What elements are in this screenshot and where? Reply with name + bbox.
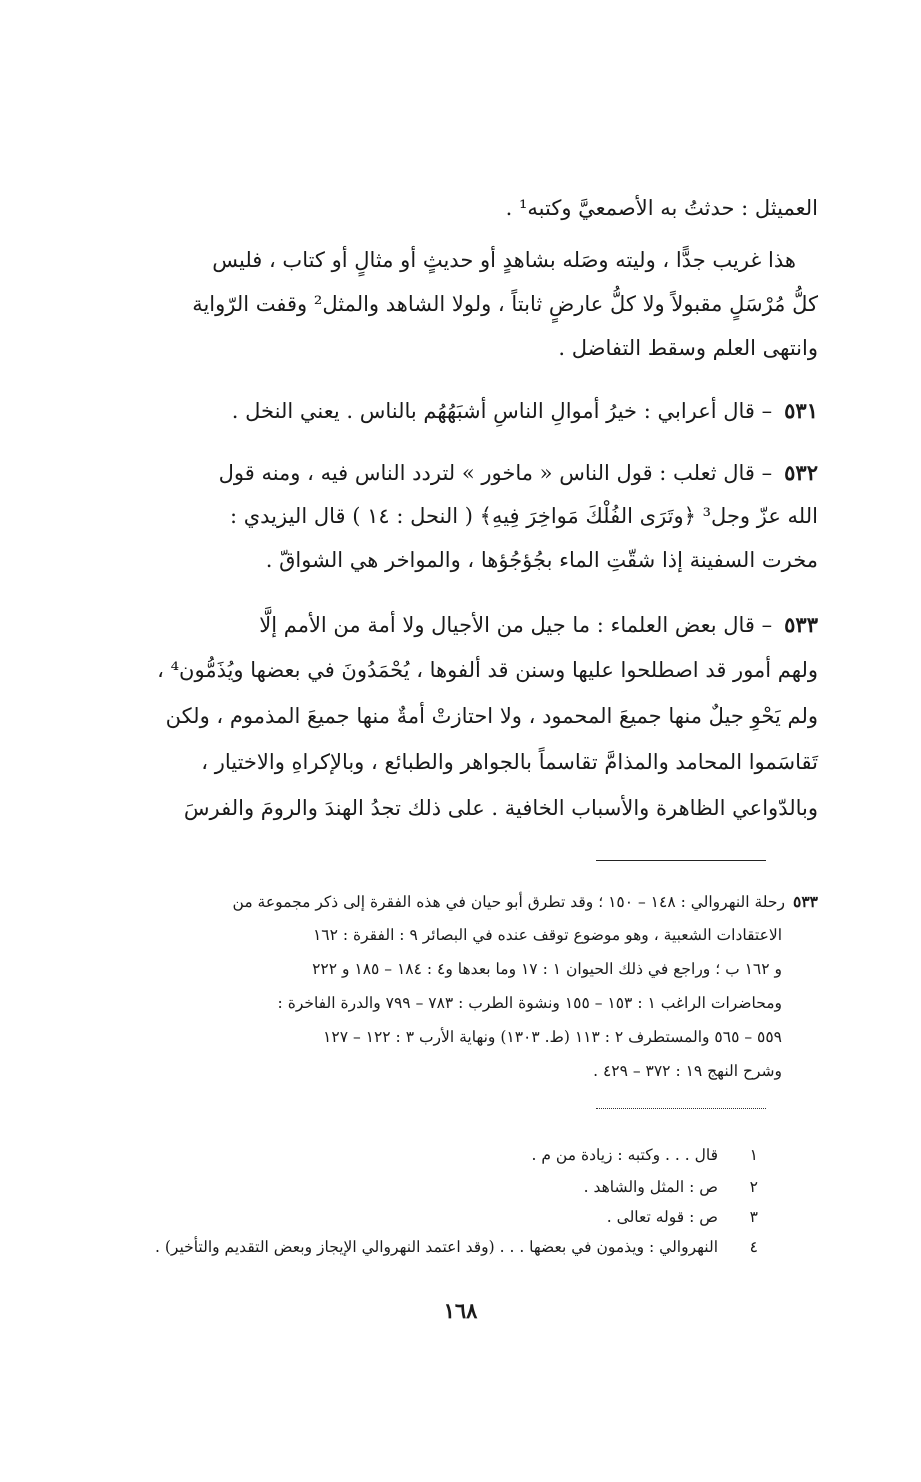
variant-notes-separator [596, 1108, 766, 1109]
footnote-text: ص : قوله تعالى . [606, 1208, 718, 1226]
entry-532-line: الله عزّ وجل³ ﴿وتَرَى الفُلْكَ مَواخِرَ فِيهِ﴾ ( النحل : ١٤ ) قال اليزيدي : [229, 504, 818, 528]
entry-533-line: ولم يَحْوِ جيلٌ منها جميعَ المحمود ، ولا احتازتْ أمةٌ منها جميعَ المذموم ، ولكن [165, 704, 818, 728]
page-number: ١٦٨ [443, 1298, 478, 1323]
footnote-number: ٢ [749, 1178, 758, 1196]
footnote-number: ٤ [749, 1238, 758, 1256]
footnote-separator [596, 860, 766, 861]
entry-number: ٥٣١ [784, 398, 818, 423]
entry-text: – قال أعرابي : خيرُ أموالِ الناسِ أشبَهُهُم بالناس . يعني النخل . [231, 399, 773, 423]
source-note-line [102, 892, 818, 911]
entry-533-line: ولهم أمور قد اصطلحوا عليها وسنن قد ألفوها ، يُحْمَدُونَ في بعضها ويُذَمُّون⁴ ، [157, 658, 818, 682]
source-note-line: ومحاضرات الراغب ١ : ١٥٣ – ١٥٥ ونشوة الطرب : ٧٨٣ – ٧٩٩ والدرة الفاخرة : [277, 994, 782, 1012]
entry-533-line: وبالدّواعي الظاهرة والأسباب الخافية . على ذلك تجدُ الهندَ والرومَ والفرسَ [183, 796, 818, 820]
source-note-line: ٥٥٩ – ٥٦٥ والمستطرف ٢ : ١١٣ (ط. ١٣٠٣) ونهاية الأرب ٣ : ١٢٢ – ١٢٧ [323, 1028, 782, 1046]
paragraph-line: كلُّ مُرْسَلٍ مقبولاً ولا كلُّ عارضٍ ثابتاً ، ولولا الشاهد والمثل² وقفت الرّواية [192, 292, 818, 316]
entry-533 [102, 612, 818, 637]
entry-532-line: مخرت السفينة إذا شقّتِ الماء بجُؤجُؤها ، والمواخر هي الشواقّ . [265, 548, 818, 572]
entry-number: ٥٣٣ [784, 612, 818, 637]
paragraph-text: هذا غريب جدًّا ، وليته وصَله بشاهدٍ أو حديثٍ أو مثالٍ أو كتاب ، فليس [212, 248, 796, 272]
paragraph-line: وانتهى العلم وسقط التفاضل . [558, 336, 818, 360]
footnote-text: النهروالي : ويذمون في بعضها . . . (وقد اعتمد النهروالي الإيجاز وبعض التقديم والتأخير) . [155, 1238, 718, 1256]
footnote-number: ٣ [749, 1208, 758, 1226]
source-note-line: وشرح النهج ١٩ : ٣٧٢ – ٤٢٩ . [593, 1062, 782, 1080]
text-line: العميثل : حدثتُ به الأصمعيَّ وكتبه¹ . [505, 196, 818, 220]
entry-text: – قال ثعلب : قول الناس « ماخور » لتردد الناس فيه ، ومنه قول [218, 461, 773, 485]
entry-533-line: تَقاسَموا المحامد والمذامَّ تقاسماً بالجواهر والطبائع ، وبالإكراهِ والاختيار ، [201, 750, 818, 774]
paragraph-line [102, 248, 818, 272]
source-note-line: و ١٦٢ ب ؛ وراجع في ذلك الحيوان ١ : ١٧ وما بعدها و٤ : ١٨٤ – ١٨٥ و ٢٢٢ [312, 960, 782, 978]
entry-532 [102, 460, 818, 485]
source-note-number: ٥٣٣ [793, 892, 818, 911]
footnote-text: قال . . . وكتبه : زيادة من م . [531, 1146, 718, 1164]
entry-531 [102, 398, 818, 423]
source-note-text: رحلة النهروالي : ١٤٨ – ١٥٠ ؛ وقد تطرق أبو حيان في هذه الفقرة إلى ذكر مجموعة من [232, 893, 786, 911]
entry-text: – قال بعض العلماء : ما جيل من الأجيال ولا أمة من الأمم إلَّا [259, 613, 773, 637]
footnote-number: ١ [749, 1146, 758, 1164]
source-note-line: الاعتقادات الشعبية ، وهو موضوع توقف عنده في البصائر ٩ : الفقرة : ١٦٢ [312, 926, 782, 944]
entry-number: ٥٣٢ [784, 460, 818, 485]
footnote-text: ص : المثل والشاهد . [583, 1178, 718, 1196]
